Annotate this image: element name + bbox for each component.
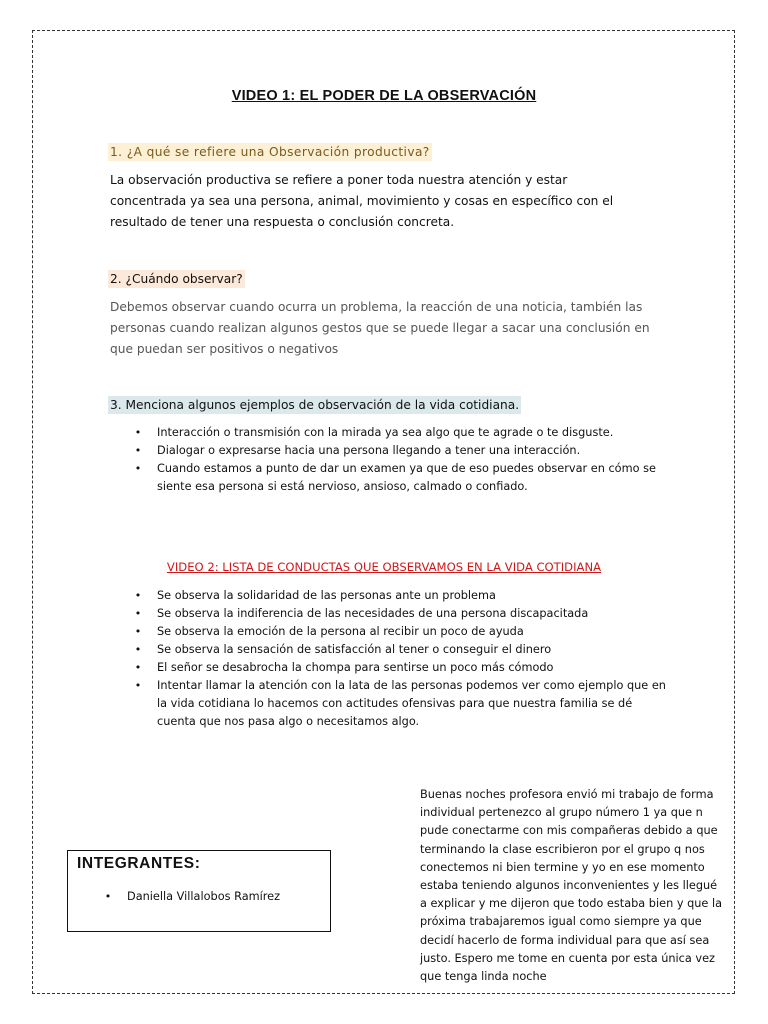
answer-1-line: resultado de tener una respuesta o conclusión concreta. <box>110 215 455 229</box>
question-3: 3. Menciona algunos ejemplos de observación de la vida cotidiana. <box>110 398 520 412</box>
note-line: conectemos ni bien termine y yo en ese momento <box>420 860 705 874</box>
list-item <box>131 641 671 659</box>
list-item <box>131 659 671 677</box>
list-item-text: Se observa la emoción de la persona al recibir un poco de ayuda <box>157 625 524 638</box>
bullet-icon: • <box>134 462 142 475</box>
note-line: a explicar y me dijeron que todo estaba bien y que la <box>420 897 723 911</box>
answer-1-line: concentrada ya sea una persona, animal, movimiento y cosas en específico con el <box>110 194 614 208</box>
question-1: 1. ¿A qué se refiere una Observación productiva? <box>110 145 430 159</box>
examples-list <box>131 424 671 496</box>
member-name: Daniella Villalobos Ramírez <box>127 890 281 903</box>
answer-2-line: que puedan ser positivos o negativos <box>110 342 339 356</box>
behaviors-list <box>131 587 671 731</box>
note-line: próxima trabajaremos igual como siempre ya que <box>420 915 702 929</box>
note-line: pude conectarme con mis compañeras debido a que <box>420 824 718 838</box>
video2-title: VIDEO 2: LISTA DE CONDUCTAS QUE OBSERVAMOS EN LA VIDA COTIDIANA <box>166 560 602 574</box>
bullet-icon: • <box>134 625 142 638</box>
list-item <box>131 677 671 731</box>
document-title: VIDEO 1: EL PODER DE LA OBSERVACIÓN <box>231 88 537 104</box>
bullet-icon: • <box>134 444 142 457</box>
answer-2-line: Debemos observar cuando ocurra un problema, la reacción de una noticia, también las <box>110 300 643 314</box>
list-item <box>101 888 321 906</box>
members-list <box>101 888 321 906</box>
answer-1-line: La observación productiva se refiere a poner toda nuestra atención y estar <box>110 173 568 187</box>
bullet-icon: • <box>134 643 142 656</box>
integrantes-title: INTEGRANTES: <box>77 855 201 872</box>
bullet-icon: • <box>104 890 112 903</box>
note-line: individual pertenezco al grupo número 1 ya que n <box>420 806 703 820</box>
list-item <box>131 623 671 641</box>
list-item <box>131 442 671 460</box>
question-2: 2. ¿Cuándo observar? <box>110 272 243 286</box>
list-item-text: Interacción o transmisión con la mirada ya sea algo que te agrade o te disguste. <box>157 426 614 439</box>
list-item-text: Cuando estamos a punto de dar un examen ya que de eso puedes observar en cómo se siente esa persona si está nervioso, ansioso, calmado o confiado. <box>157 462 656 493</box>
list-item <box>131 460 671 496</box>
list-item <box>131 605 671 623</box>
bullet-icon: • <box>134 589 142 602</box>
note-line: estaba teniendo algunos inconvenientes y les llegué <box>420 879 718 893</box>
bullet-icon: • <box>134 661 142 674</box>
bullet-icon: • <box>134 426 142 439</box>
note-line: que tenga linda noche <box>420 970 547 984</box>
note-line: decidí hacerlo de forma individual para que así sea <box>420 933 710 947</box>
note-line: terminando la clase escribieron por el grupo q nos <box>420 842 705 856</box>
list-item <box>131 424 671 442</box>
list-item-text: Intentar llamar la atención con la lata de las personas podemos ver como ejemplo que en la vida cotidiana lo hacemos con actitudes ofensivas para que nuestra familia se dé cuenta que nos pasa algo o necesitamos algo. <box>157 679 666 728</box>
answer-2-line: personas cuando realizan algunos gestos que se puede llegar a sacar una conclusión en <box>110 321 650 335</box>
answer-2 <box>110 297 650 360</box>
note-line: Buenas noches profesora envió mi trabajo de forma <box>420 788 714 801</box>
list-item-text: Dialogar o expresarse hacia una persona llegando a tener una interacción. <box>157 444 581 457</box>
list-item-text: Se observa la sensación de satisfacción al tener o conseguir el dinero <box>157 643 552 656</box>
bullet-icon: • <box>134 607 142 620</box>
list-item-text: El señor se desabrocha la chompa para sentirse un poco más cómodo <box>157 661 554 674</box>
note-line: justo. Espero me tome en cuenta por esta única vez <box>420 951 715 965</box>
note-to-teacher <box>420 786 730 986</box>
list-item-text: Se observa la solidaridad de las personas ante un problema <box>157 589 496 602</box>
list-item-text: Se observa la indiferencia de las necesidades de una persona discapacitada <box>157 607 589 620</box>
bullet-icon: • <box>134 679 142 692</box>
answer-1 <box>110 170 650 233</box>
list-item <box>131 587 671 605</box>
